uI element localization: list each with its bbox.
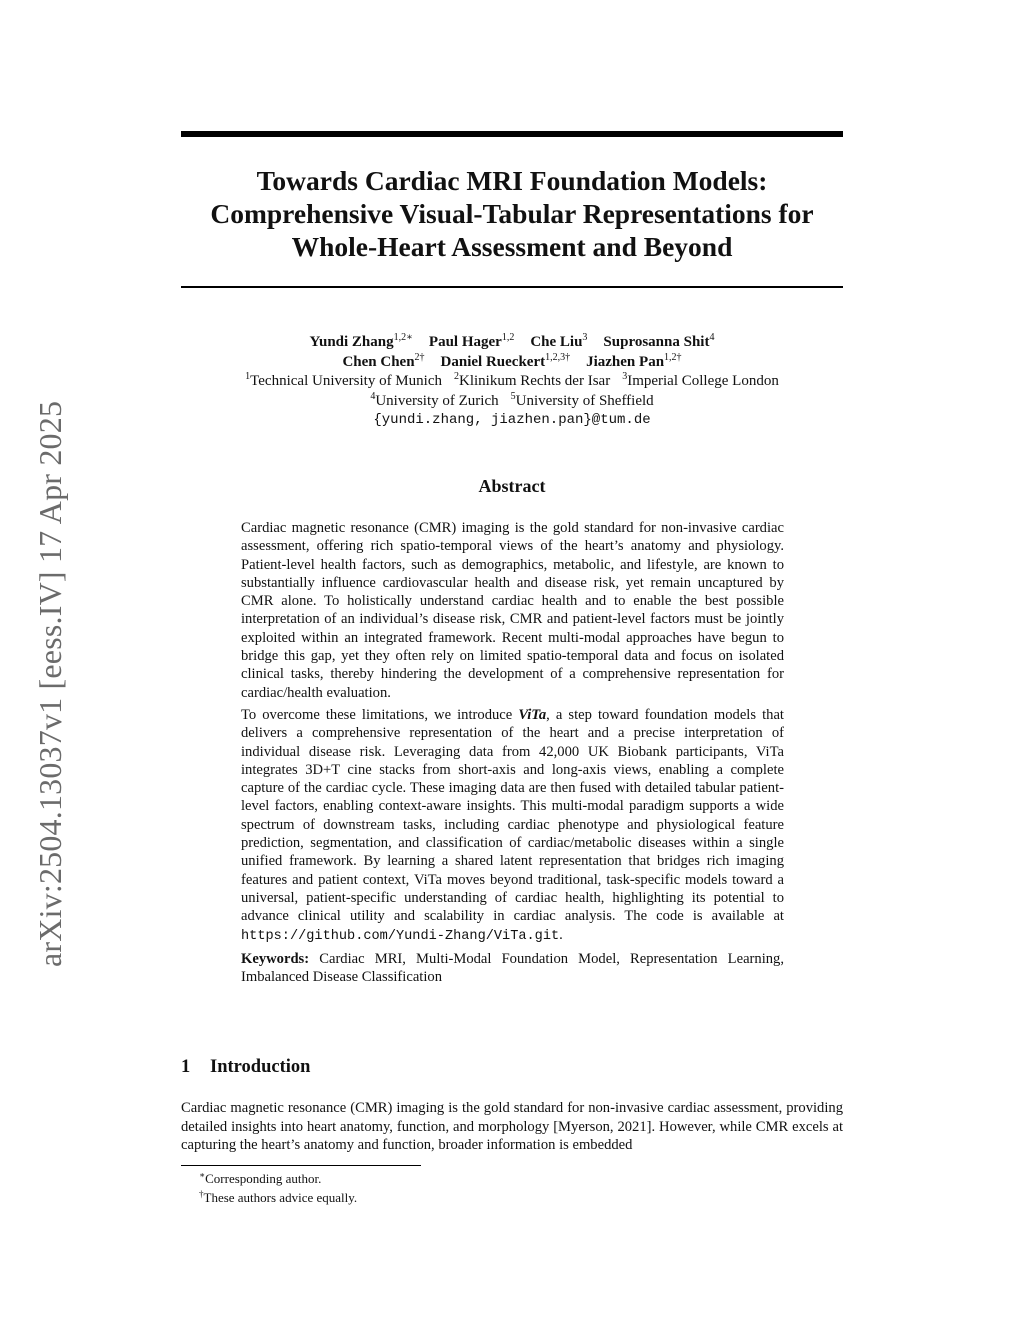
author-affiliation-mark: 1,2,3† — [545, 351, 571, 363]
footnote-mark: ∗ — [199, 1170, 206, 1180]
author-affiliation-mark: 3 — [582, 332, 588, 343]
author-name: Chen Chen — [342, 353, 415, 370]
abstract-text: To overcome these limitations, we introduce — [241, 706, 519, 723]
footnote-rule — [181, 1165, 421, 1166]
abstract-text: . — [559, 926, 563, 943]
paper-title — [181, 164, 843, 263]
keywords-label: Keywords: — [241, 950, 310, 967]
author-affiliation-mark: 4 — [709, 332, 715, 343]
author-name: Yundi Zhang — [309, 334, 394, 350]
affiliation-name: University of Zurich — [375, 392, 499, 409]
author-affiliation-mark: 1,2∗ — [393, 332, 413, 343]
affiliation-name: Klinikum Rechts der Isar — [458, 373, 611, 389]
footnote — [199, 1169, 839, 1188]
section-title: Introduction — [210, 1057, 311, 1077]
footnote — [199, 1188, 839, 1207]
abstract-heading: Abstract — [478, 476, 546, 496]
model-name: ViTa — [518, 706, 547, 723]
arxiv-identifier[interactable]: arXiv:2504.13037v1 [eess.IV] 17 Apr 2025 — [32, 400, 68, 967]
abstract-paragraph — [241, 706, 784, 946]
abstract-paragraph: Cardiac magnetic resonance (CMR) imaging is the gold standard for non-invasive cardiac assessment, offering rich spatio-temporal views of the heart’s anatomy and physiology. Patient-level health factors, such as demographics, metabolic, and lifestyle, are known to substantially influence cardiovascular health and disease risk, yet remain uncaptured by CMR alone. To holistically understand cardiac health and to enable the best possible interpretation of an individual’s disease risk, CMR and patient-level factors must be jointly exploited within an integrated framework. Recent multi-modal approaches have begun to bridge this gap, yet they often rely on limited spatio-temporal data and focus on isolated clinical tasks, thereby hindering the development of a comprehensive representation for cardiac/health evaluation. — [241, 520, 784, 701]
section-heading-introduction — [181, 1057, 843, 1078]
title-rule-bottom — [181, 286, 843, 288]
code-repository-link[interactable]: https://github.com/Yundi-Zhang/ViTa.git — [241, 928, 560, 944]
affiliation-line — [150, 392, 874, 412]
keywords-text: Cardiac MRI, Multi-Modal Foundation Model, Representation Learning, Imbalanced Disease Classification — [241, 950, 784, 986]
introduction-paragraph: Cardiac magnetic resonance (CMR) imaging is the gold standard for non-invasive cardiac assessment, providing detailed insights into heart anatomy, function, and morphology [Myerson, 2021]. However, while CMR excels at capturing the heart’s anatomy and function, broader information is embedded — [181, 1100, 843, 1154]
title-line: Comprehensive Visual-Tabular Representations for — [210, 198, 814, 229]
author-affiliation-mark: 1,2 — [501, 332, 515, 343]
title-rule-top — [181, 131, 843, 137]
author-line — [150, 333, 874, 353]
affiliation-mark: 1 — [245, 371, 251, 382]
footnote-text: These authors advice equally. — [203, 1190, 358, 1205]
author-name: Daniel Rueckert — [440, 353, 546, 370]
author-affiliation-mark: 2† — [414, 351, 425, 363]
abstract-text: , a step toward foundation models that delivers a comprehensive representation of the heart and a precise interpretation of individual disease risk. Leveraging data from 42,000 UK Biobank participants, ViTa integrates 3D+T cine stacks from short-axis and long-axis views, enabling a complete capture of the cardiac cycle. These imaging data are then fused with detailed tabular patient-level factors, enabling context-aware insights. This multi-modal paradigm supports a wide spectrum of downstream tasks, including cardiac phenotype and physiological feature prediction, segmentation, and classification of cardiac/metabolic diseases within a single unified framework. By learning a shared latent representation that bridges rich imaging features and patient context, ViTa moves beyond traditional, task-specific models toward a universal, patient-specific understanding of cardiac health, highlighting its potential to advance clinical utility and scalability in cardiac analysis. The code is available at — [241, 706, 784, 925]
author-name: Paul Hager — [428, 334, 502, 350]
author-email[interactable]: {yundi.zhang, jiazhen.pan}@tum.de — [373, 412, 651, 428]
title-line: Towards Cardiac MRI Foundation Models: — [256, 165, 768, 196]
footnote-mark: † — [199, 1189, 204, 1199]
affiliation-mark: 5 — [510, 390, 516, 402]
footnote-text: Corresponding author. — [205, 1171, 322, 1186]
affiliation-name: Technical University of Munich — [250, 373, 442, 389]
keywords-paragraph — [241, 950, 784, 987]
author-affiliation-mark: 1,2† — [664, 351, 682, 363]
footnotes — [199, 1169, 839, 1207]
affiliation-name: University of Sheffield — [515, 392, 654, 409]
affiliation-line — [150, 372, 874, 392]
author-name: Jiazhen Pan — [586, 353, 665, 370]
author-name: Suprosanna Shit — [603, 334, 710, 350]
affiliation-mark: 2 — [453, 371, 459, 382]
affiliation-name: Imperial College London — [627, 373, 779, 389]
abstract-body — [241, 519, 784, 990]
author-line — [150, 353, 874, 373]
section-number: 1 — [181, 1057, 191, 1077]
title-line: Whole-Heart Assessment and Beyond — [291, 231, 733, 262]
affiliation-mark: 4 — [370, 390, 376, 402]
author-name: Che Liu — [530, 334, 583, 350]
affiliation-mark: 3 — [622, 371, 628, 382]
author-block — [150, 333, 874, 431]
